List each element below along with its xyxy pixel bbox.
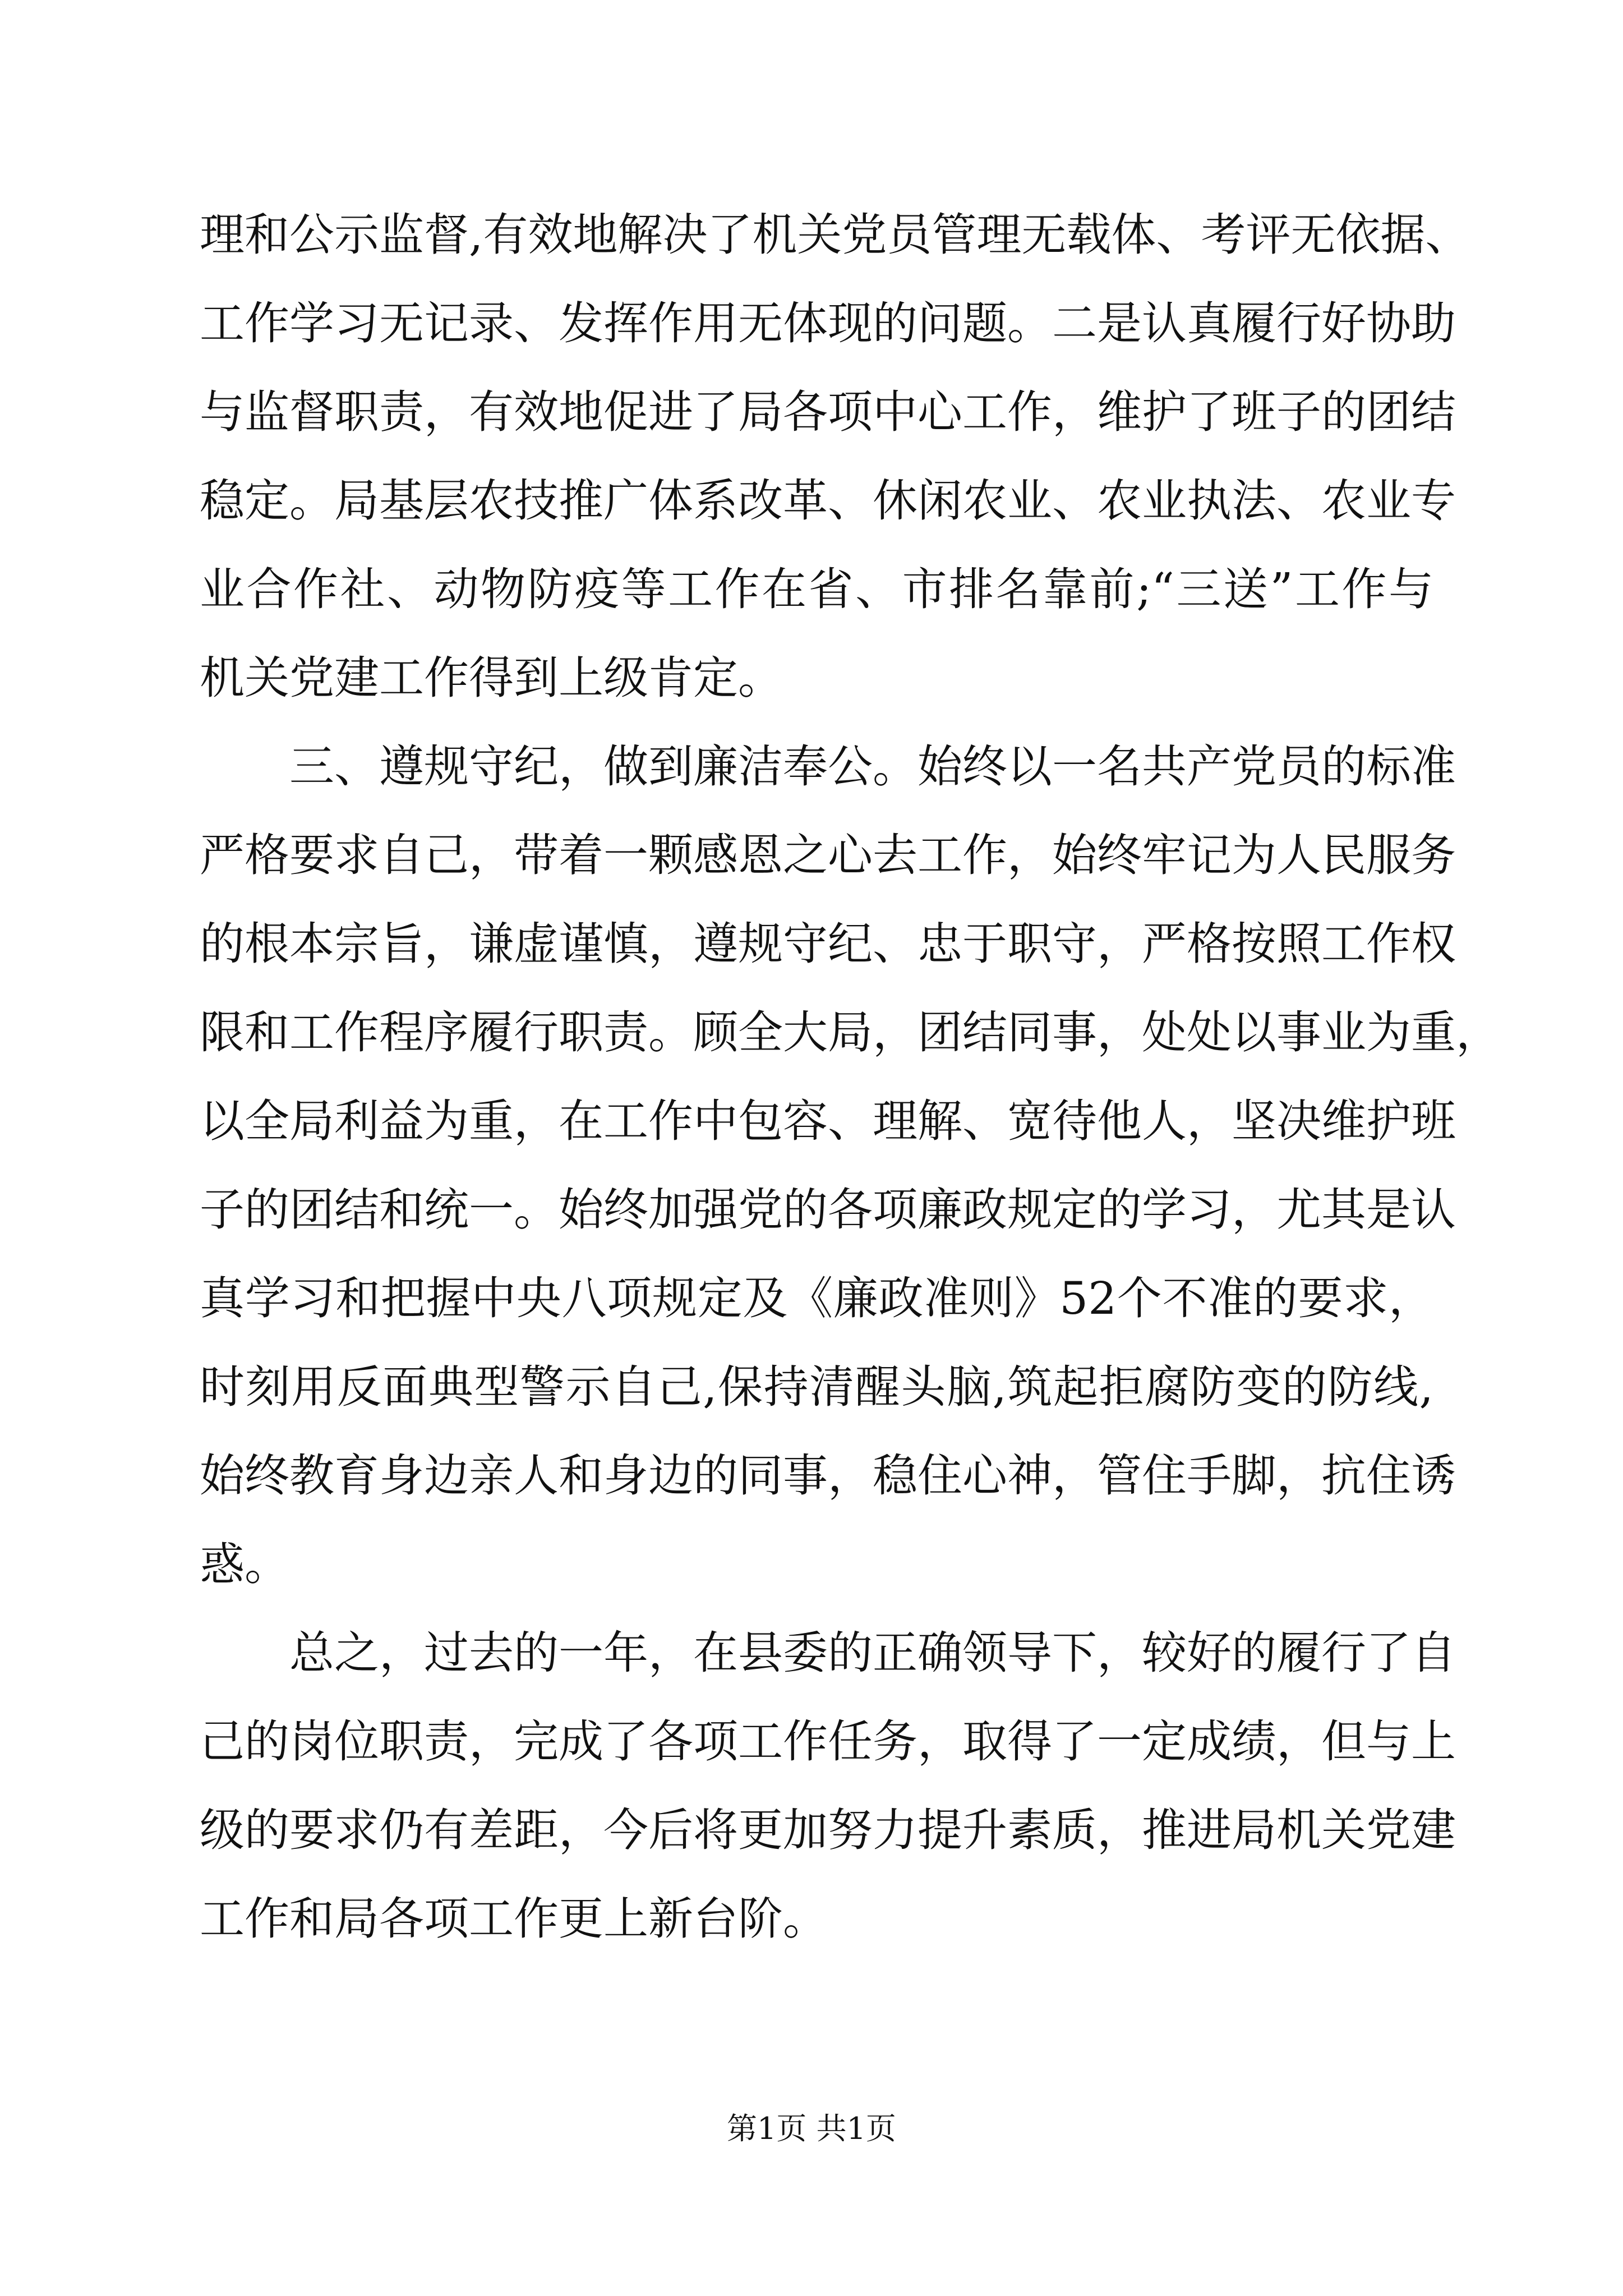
page-footer — [0, 2106, 1623, 2151]
document-body — [200, 191, 1501, 1963]
text-line: 子的团结和统一。始终加强党的各项廉政规定的学习，尤其是认 — [200, 1184, 1456, 1236]
text-line: 理和公示监督,有效地解决了机关党员管理无载体、考评无依据、 — [200, 209, 1470, 261]
text-line: 与监督职责，有效地促进了局各项中心工作，维护了班子的团结 — [200, 386, 1456, 438]
text-line: 惑。 — [200, 1538, 289, 1590]
page-number-label: 第1页 共1页 — [727, 2111, 896, 2146]
text-line: 机关党建工作得到上级肯定。 — [200, 652, 783, 704]
conclusion-paragraph — [200, 1609, 1456, 1963]
text-line: 业合作社、动物防疫等工作在省、市排名靠前;“三送”工作与 — [200, 563, 1433, 615]
text-line: 工作和局各项工作更上新台阶。 — [200, 1893, 828, 1945]
text-line: 以全局利益为重，在工作中包容、理解、宽待他人，坚决维护班 — [200, 1095, 1456, 1147]
text-line: 时刻用反面典型警示自己,保持清醒头脑,筑起拒腐防变的防线, — [200, 1361, 1433, 1413]
text-line: 三、遵规守纪，做到廉洁奉公。始终以一名共产党员的标准 — [289, 740, 1456, 793]
text-line: 限和工作程序履行职责。顾全大局，团结同事，处处以事业为重， — [200, 1006, 1501, 1059]
text-line: 始终教育身边亲人和身边的同事，稳住心神，管住手脚，抗住诱 — [200, 1450, 1456, 1502]
text-line: 级的要求仍有差距，今后将更加努力提升素质，推进局机关党建 — [200, 1804, 1456, 1856]
paragraph-continuation — [200, 191, 1470, 723]
text-line: 的根本宗旨，谦虚谨慎，遵规守纪、忠于职守，严格按照工作权 — [200, 918, 1456, 970]
text-line: 真学习和把握中央八项规定及《廉政准则》52个不准的要求， — [200, 1272, 1433, 1324]
text-line: 稳定。局基层农技推广体系改革、休闲农业、农业执法、农业专 — [200, 475, 1456, 527]
text-line: 总之，过去的一年，在县委的正确领导下，较好的履行了自 — [289, 1627, 1456, 1679]
text-line: 己的岗位职责，完成了各项工作任务，取得了一定成绩，但与上 — [200, 1715, 1456, 1768]
section-three-paragraph — [200, 723, 1501, 1609]
text-line: 严格要求自己，带着一颗感恩之心去工作，始终牢记为人民服务 — [200, 829, 1456, 881]
text-line: 工作学习无记录、发挥作用无体现的问题。二是认真履行好协助 — [200, 297, 1456, 349]
